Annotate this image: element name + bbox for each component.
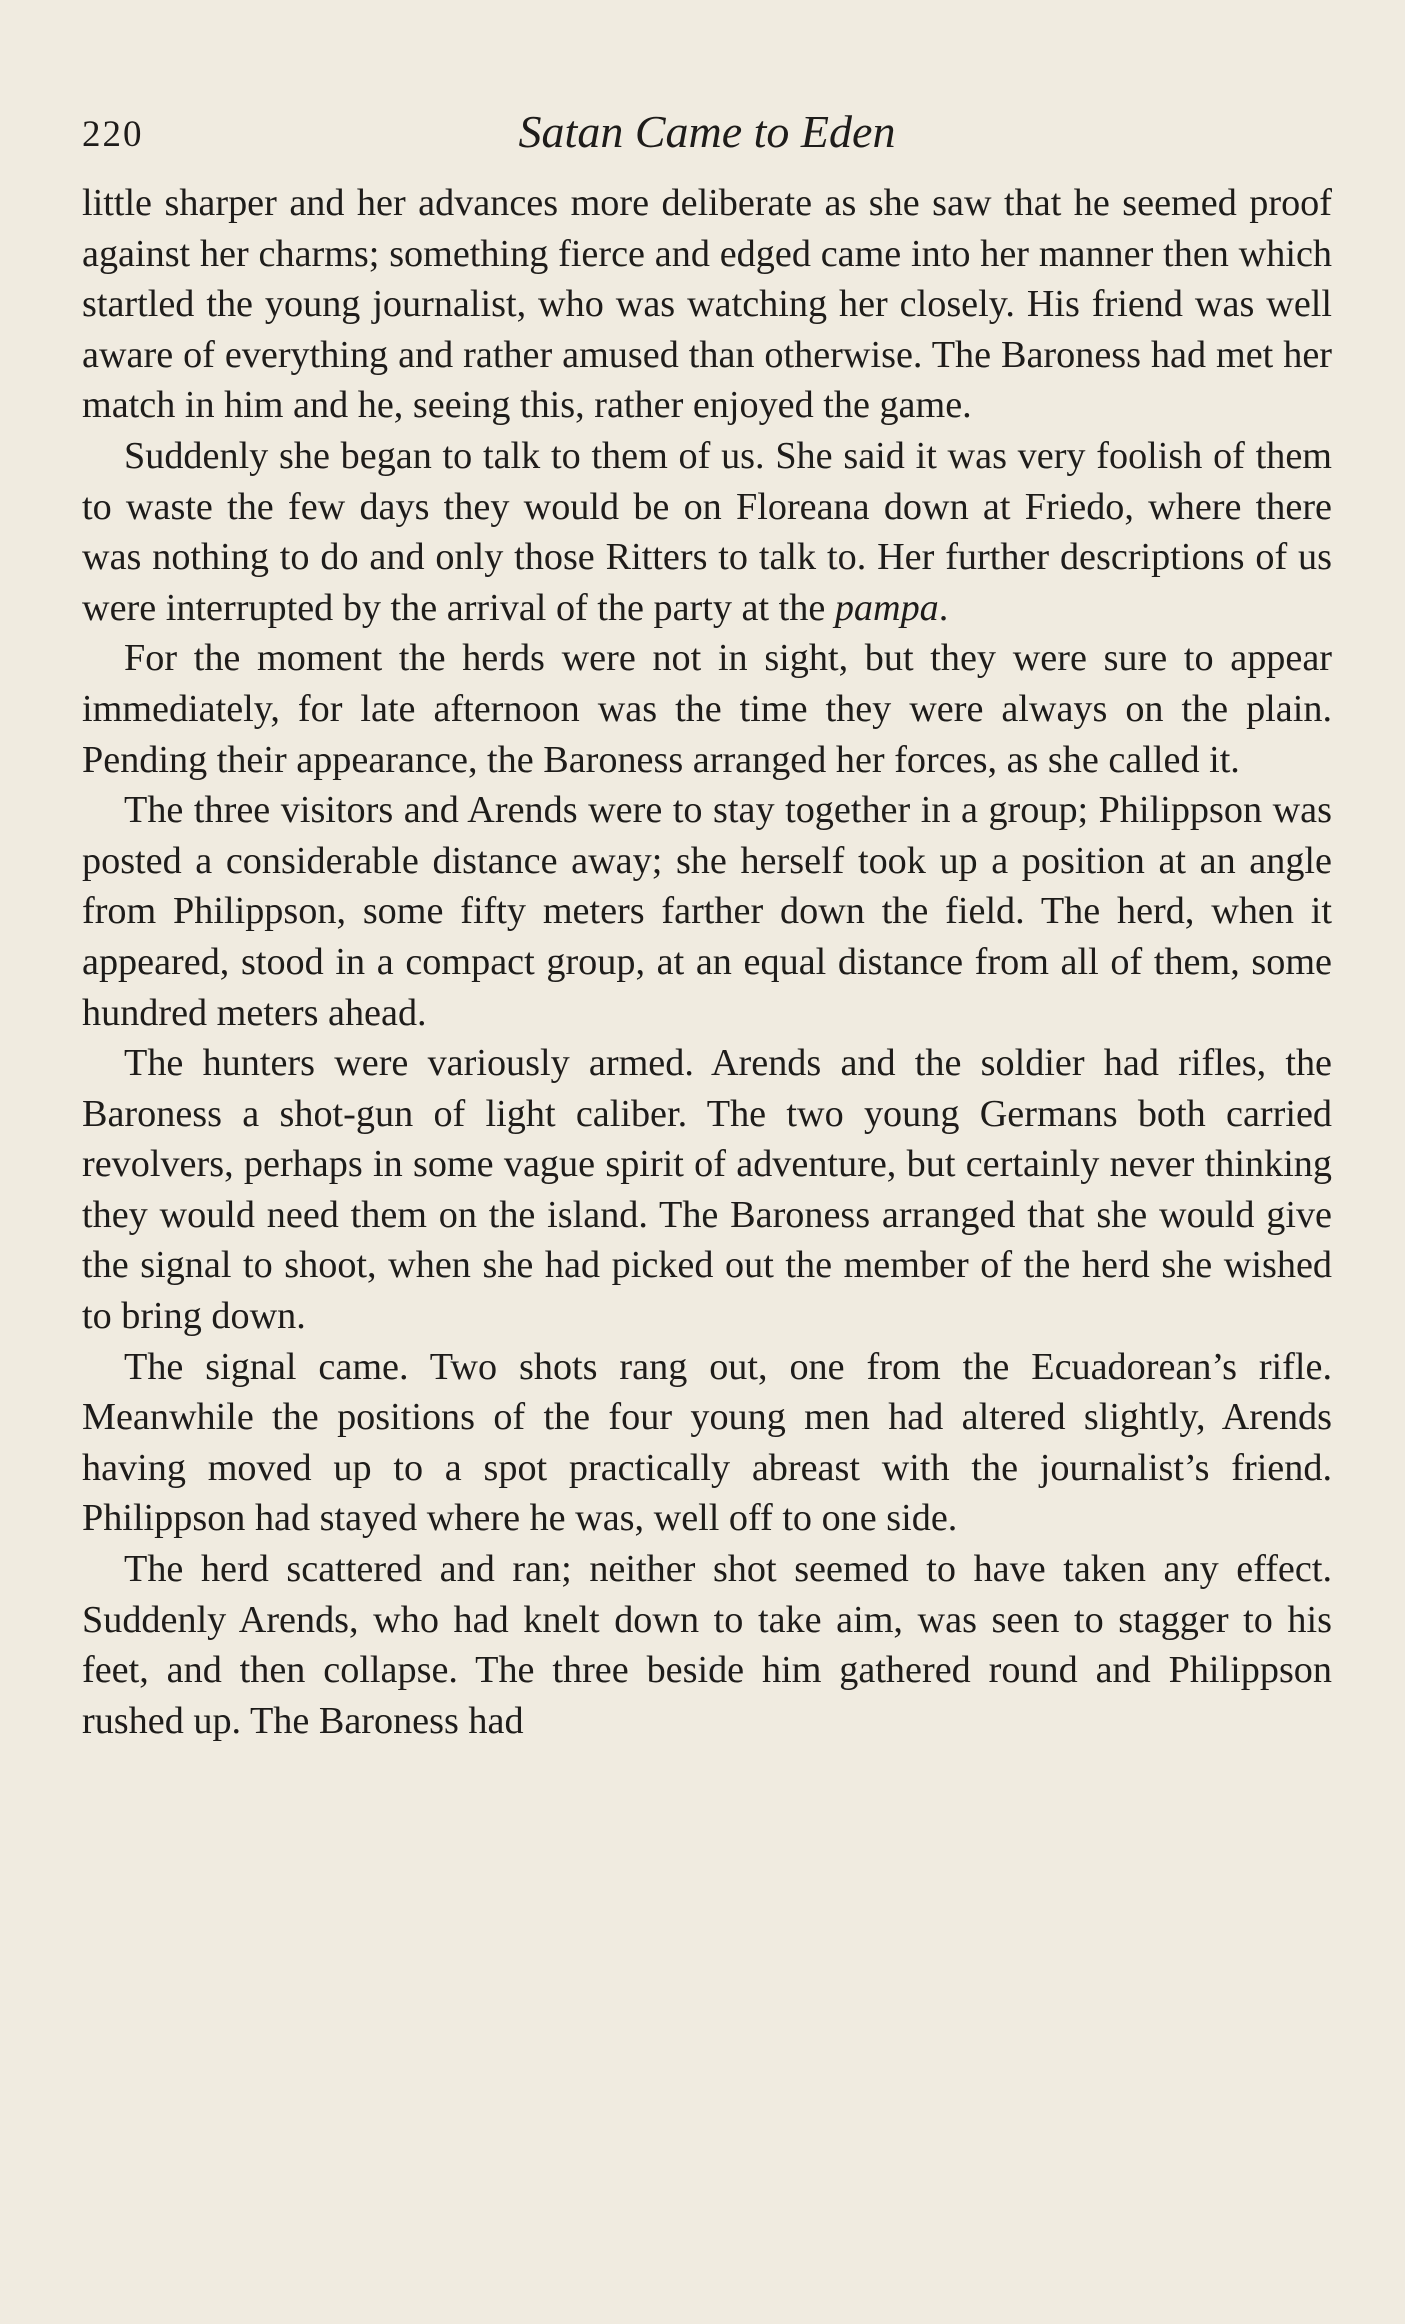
paragraph-2-emphasis: pampa: [834, 586, 939, 629]
paragraph-7: The herd scattered and ran; neither shot seemed to have taken any effect. Suddenly Arends, who had knelt down to take aim, was seen to stagger to his feet, and then collapse. The three beside him gathered round and Philippson rushed up. The Baroness had: [82, 1548, 1332, 1742]
paragraph-5: The hunters were variously armed. Arends and the soldier had rifles, the Baroness a shot-gun of light caliber. The two young Germans both carried revolvers, perhaps in some vague spirit of adventure, but certainly never thinking they would need them on the island. The Baroness arranged that she would give the signal to shoot, when she had picked out the member of the herd she wished to bring down.: [82, 1042, 1332, 1338]
running-title: Satan Came to Eden: [518, 106, 896, 157]
paragraph-2-text: Suddenly she began to talk to them of us. She said it was very foolish of them to waste the few days they would be on Floreana down at Friedo, where there was nothing to do and only those Ritters to talk to. Her further descriptions of us were interrupted by the arrival of the party at the: [82, 434, 1332, 629]
page-header: [82, 106, 1332, 170]
paragraph-2-end: .: [938, 586, 949, 629]
paragraph-4: The three visitors and Arends were to stay together in a group; Philippson was posted a considerable distance away; she herself took up a position at an angle from Philippson, some fifty meters farther down the field. The herd, when it appeared, stood in a compact group, at an equal distance from all of them, some hundred meters ahead.: [82, 789, 1332, 1034]
paragraph-6: The signal came. Two shots rang out, one from the Ecuadorean’s rifle. Meanwhile the positions of the four young men had altered slightly, Arends having moved up to a spot practically abreast with the journalist’s friend. Philippson had stayed where he was, well off to one side.: [82, 1345, 1332, 1540]
paragraph-3: For the moment the herds were not in sight, but they were sure to appear immediately, for late afternoon was the time they were always on the plain. Pending their appearance, the Baroness arranged her forces, as she called it.: [82, 637, 1332, 781]
page-number: 220: [82, 114, 144, 155]
paragraph-1: little sharper and her advances more deliberate as she saw that he seemed proof against her charms; something fierce and edged came into her manner then which startled the young journalist, who was watching her closely. His friend was well aware of everything and rather amused than otherwise. The Baroness had met her match in him and he, seeing this, rather enjoyed the game.: [82, 182, 1332, 427]
body-text: [82, 178, 1332, 1746]
paragraph-2: [82, 431, 1332, 633]
